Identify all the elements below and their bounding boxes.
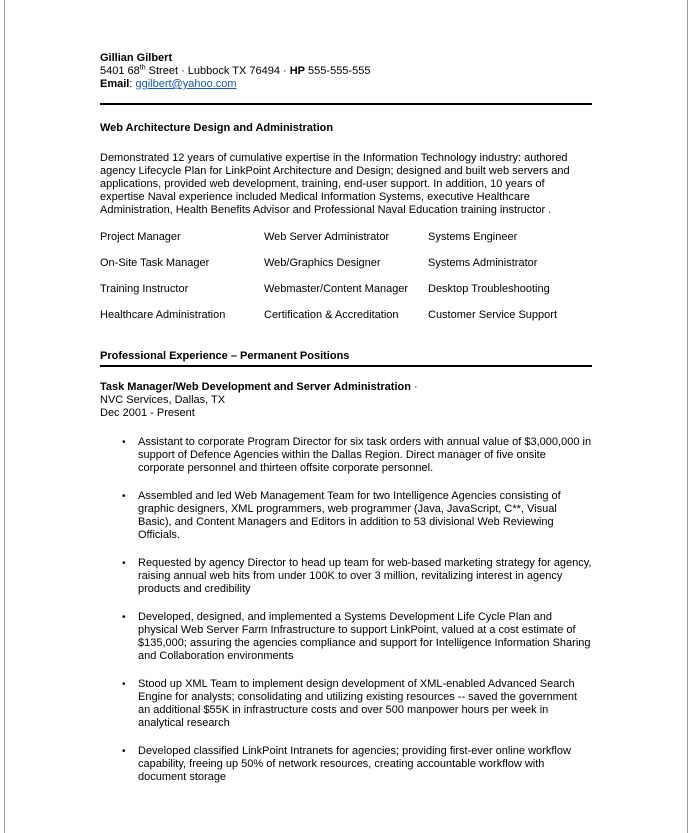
phone-label: HP: [289, 65, 305, 77]
street-number: 5401 68: [100, 65, 140, 77]
skill-cell: Project Manager: [100, 231, 181, 243]
summary-paragraph: Demonstrated 12 years of cumulative expertise in the Information Technology industry: authored agency Lifecycle Plan for LinkPoint Architecture and Design; designed and built web servers and applications, provided web development, training, end-user support. In addition, 10 years of expertise Naval experience included Medical Information Systems, executive Healthcare Administration, Health Benefits Advisor and Professional Naval Education training instructor .: [100, 152, 570, 216]
list-item: [100, 678, 592, 730]
experience-heading: Professional Experience – Permanent Positions: [100, 350, 350, 362]
email-label: Email: [100, 78, 130, 90]
address-line: [100, 65, 592, 78]
contact-block: [100, 52, 592, 105]
street-ordinal: th: [139, 64, 146, 72]
bullet-icon: •: [122, 558, 126, 569]
skill-cell: Customer Service Support: [428, 309, 557, 321]
job-title-line: [100, 381, 592, 394]
resume-content: [100, 52, 592, 799]
summary-section: [100, 122, 592, 217]
page-left-edge: [4, 0, 5, 833]
skill-cell: Training Instructor: [100, 283, 189, 295]
skill-cell: Certification & Accreditation: [264, 309, 399, 321]
bullet-icon: •: [122, 679, 126, 690]
skill-cell: On-Site Task Manager: [100, 257, 210, 269]
bullet-icon: •: [122, 491, 126, 502]
skill-cell: Systems Engineer: [428, 231, 518, 243]
list-item: [100, 490, 592, 542]
skill-cell: Web/Graphics Designer: [264, 257, 381, 269]
phone-number: 555-555-555: [305, 65, 371, 77]
job-company: NVC Services, Dallas, TX: [100, 394, 226, 406]
skill-cell: Desktop Troubleshooting: [428, 283, 550, 295]
skills-grid: [100, 231, 592, 322]
header-rule: [100, 103, 592, 105]
bullet-text: Developed, designed, and implemented a Systems Development Life Cycle Plan and physical Web Server Farm Infrastructure to support LinkPoint, valued at a cost estimate of $135,000; assuring the agencies compliance and support for Intelligence Information Sharing and Collaboration environments: [138, 611, 591, 662]
bullet-text: Assembled and led Web Management Team for two Intelligence Agencies consisting of graphic designers, XML programmers, web programmer (Java, JavaScript, C**, Visual Basic), and Content Managers and Editors in addition to 53 divisional Web Reviewing Officials.: [138, 490, 561, 541]
email-separator: :: [129, 78, 136, 90]
experience-bullet-list: [100, 436, 592, 784]
job-block: [100, 381, 592, 420]
list-item: [100, 745, 592, 784]
bullet-text: Developed classified LinkPoint Intranets for agencies; providing first-ever online workflow capability, freeing up 50% of network resources, creating accountable workflow with document storage: [138, 745, 571, 783]
experience-section-heading-block: [100, 350, 592, 367]
job-dates: Dec 2001 - Present: [100, 407, 195, 419]
email-line: [100, 78, 592, 91]
email-link[interactable]: ggilbert@yahoo.com: [135, 78, 237, 90]
skill-cell: Healthcare Administration: [100, 309, 226, 321]
job-title: Task Manager/Web Development and Server Administration: [100, 381, 411, 393]
list-item: [100, 557, 592, 596]
street-rest: Street · Lubbock TX 76494 ·: [145, 65, 290, 77]
bullet-icon: •: [122, 437, 126, 448]
experience-heading-rule: [100, 365, 592, 367]
bullet-text: Requested by agency Director to head up team for web-based marketing strategy for agency, raising annual web hits from under 100K to over 3 million, revitalizing interest in agency products and credibility: [138, 557, 592, 595]
skill-cell: Systems Administrator: [428, 257, 538, 269]
list-item: [100, 611, 592, 663]
skill-cell: Web Server Administrator: [264, 231, 390, 243]
bullet-icon: •: [122, 612, 126, 623]
candidate-name: Gillian Gilbert: [100, 52, 173, 64]
list-item: [100, 436, 592, 475]
skill-cell: Webmaster/Content Manager: [264, 283, 409, 295]
bullet-icon: •: [122, 746, 126, 757]
page-right-edge: [687, 0, 688, 833]
summary-heading: Web Architecture Design and Administration: [100, 122, 334, 134]
bullet-text: Stood up XML Team to implement design development of XML-enabled Advanced Search Engine for analysts; consolidating and utilizing existing resources -- saved the government an additional $55K in infrastructure costs and over 500 manpower hours per week in analytical research: [138, 678, 578, 729]
bullet-text: Assistant to corporate Program Director for six task orders with annual value of $3,000,000 in support of Defence Agencies within the Dallas Region. Direct manager of five onsite corporate personnel and thirteen offsite corporate personnel.: [138, 436, 592, 474]
job-title-suffix: ·: [410, 381, 418, 393]
